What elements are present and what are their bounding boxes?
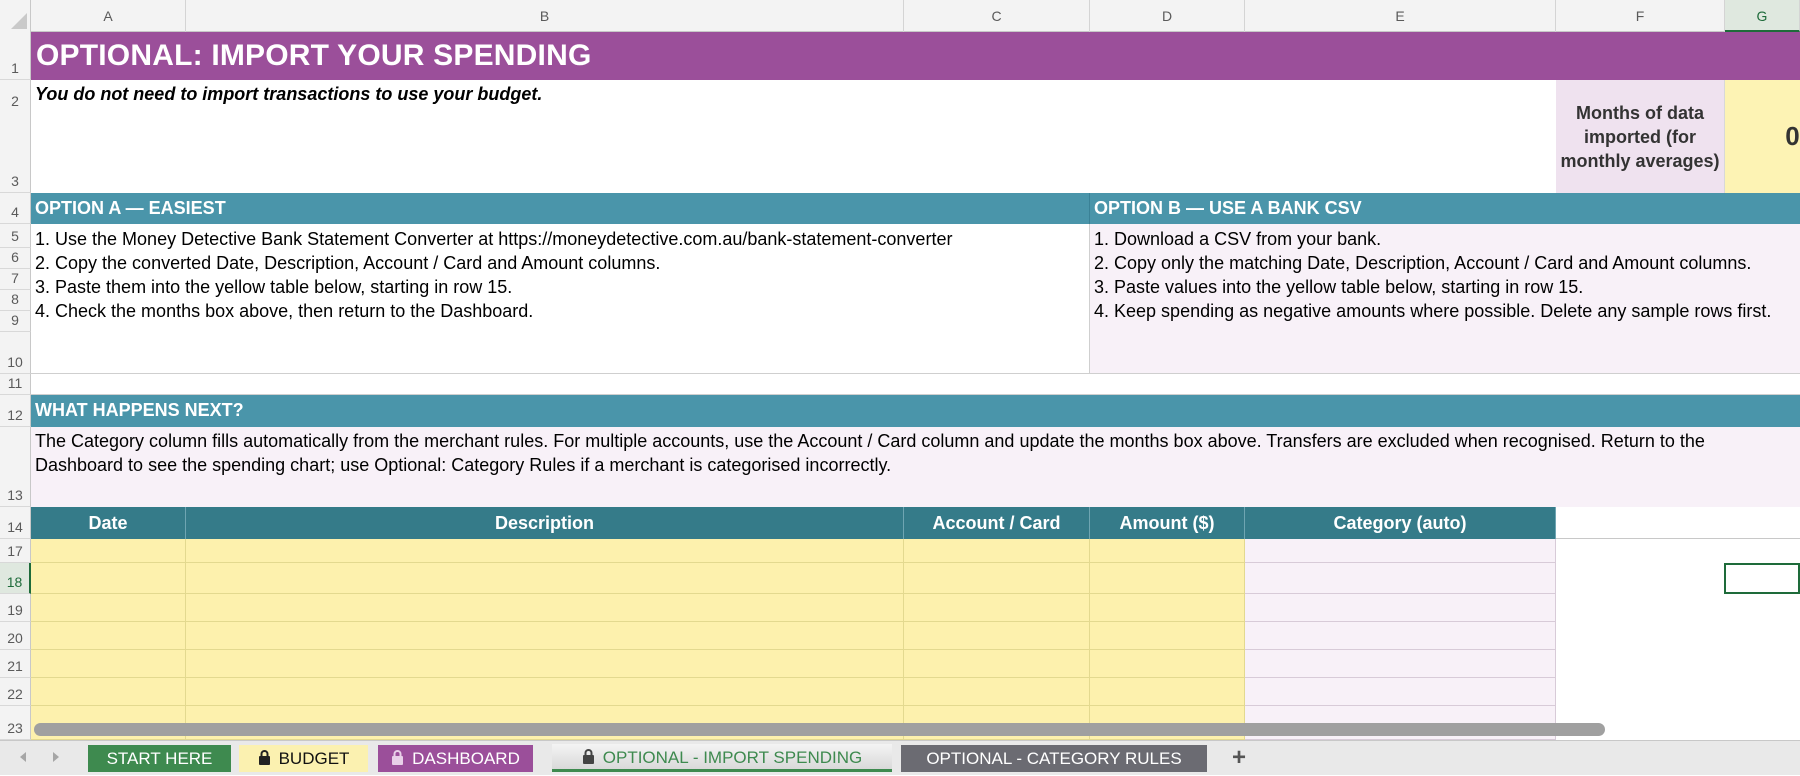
row-header-5[interactable]: 5 xyxy=(0,224,31,248)
lock-icon xyxy=(258,746,271,773)
tab-optional-import-spending[interactable] xyxy=(552,744,892,772)
row-header-13[interactable]: 13 xyxy=(0,427,31,507)
description-cell[interactable] xyxy=(186,650,904,678)
option-a-step: 3. Paste them into the yellow table below, starting in row 15. xyxy=(35,277,513,297)
account-card-cell[interactable] xyxy=(904,678,1090,706)
add-sheet-button[interactable] xyxy=(1222,744,1256,771)
category-cell[interactable] xyxy=(1245,594,1556,622)
column-header-d[interactable]: D xyxy=(1090,0,1245,32)
option-b-step: 4. Keep spending as negative amounts where possible. Delete any sample rows first. xyxy=(1094,301,1772,321)
row-header-22[interactable]: 22 xyxy=(0,678,31,706)
description-cell[interactable] xyxy=(186,539,904,563)
row-header-14[interactable]: 14 xyxy=(0,507,31,539)
tab-dashboard-label: DASHBOARD xyxy=(412,749,520,768)
description-cell[interactable] xyxy=(186,622,904,650)
option-b-step: 1. Download a CSV from your bank. xyxy=(1094,229,1382,249)
lock-icon xyxy=(582,745,595,772)
header-empty-cells[interactable] xyxy=(1556,507,1800,539)
selected-cell[interactable] xyxy=(1724,563,1800,594)
row-header-3[interactable]: 3 xyxy=(0,112,31,193)
tab-budget-label: BUDGET xyxy=(278,749,350,768)
tab-dashboard[interactable] xyxy=(378,745,533,772)
row-header-23[interactable]: 23 xyxy=(0,706,31,740)
tab-start-here-label: START HERE xyxy=(106,749,213,768)
category-cell[interactable] xyxy=(1245,539,1556,563)
amount-cell[interactable] xyxy=(1090,622,1245,650)
category-cell[interactable] xyxy=(1245,563,1556,594)
months-imported-input[interactable]: 0 xyxy=(1725,80,1800,193)
description-cell[interactable] xyxy=(186,594,904,622)
date-cell[interactable] xyxy=(31,678,186,706)
horizontal-scrollbar[interactable] xyxy=(34,723,1605,736)
header-account-card[interactable]: Account / Card xyxy=(904,507,1090,539)
option-a-step: 2. Copy the converted Date, Description, Account / Card and Amount columns. xyxy=(35,253,661,273)
amount-cell[interactable] xyxy=(1090,594,1245,622)
option-b-step: 2. Copy only the matching Date, Description, Account / Card and Amount columns. xyxy=(1094,253,1752,273)
option-b-steps[interactable] xyxy=(1090,224,1800,374)
sheet-tab-bar xyxy=(0,740,1800,775)
column-header-a[interactable]: A xyxy=(31,0,186,32)
date-cell[interactable] xyxy=(31,622,186,650)
row-header-2[interactable]: 2 xyxy=(0,80,31,112)
amount-cell[interactable] xyxy=(1090,678,1245,706)
amount-cell[interactable] xyxy=(1090,539,1245,563)
plus-icon: + xyxy=(1231,744,1246,771)
column-header-g[interactable]: G xyxy=(1725,0,1800,32)
intro-note[interactable]: You do not need to import transactions to use your budget. xyxy=(31,80,1556,193)
table-row xyxy=(31,563,1800,594)
row-header-21[interactable]: 21 xyxy=(0,650,31,678)
months-imported-label-text: Months of data imported (for monthly averages) xyxy=(1560,102,1720,171)
table-row xyxy=(31,539,1800,563)
column-header-e[interactable]: E xyxy=(1245,0,1556,32)
date-cell[interactable] xyxy=(31,650,186,678)
date-cell[interactable] xyxy=(31,594,186,622)
column-header-b[interactable]: B xyxy=(186,0,904,32)
account-card-cell[interactable] xyxy=(904,539,1090,563)
date-cell[interactable] xyxy=(31,539,186,563)
account-card-cell[interactable] xyxy=(904,563,1090,594)
table-row xyxy=(31,622,1800,650)
option-b-step: 3. Paste values into the yellow table below, starting in row 15. xyxy=(1094,277,1584,297)
what-next-text[interactable]: The Category column fills automatically from the merchant rules. For multiple accounts, use the Account / Card column and update the months box above. Transfers are excluded when recognised. Return to the Dashboard to see the spending chart; use Optional: Category Rules if a merchant is categorised incorrectly. xyxy=(31,427,1800,507)
header-category-auto[interactable]: Category (auto) xyxy=(1245,507,1556,539)
category-cell[interactable] xyxy=(1245,622,1556,650)
category-cell[interactable] xyxy=(1245,678,1556,706)
row-header-1[interactable]: 1 xyxy=(0,32,31,80)
description-cell[interactable] xyxy=(186,563,904,594)
option-a-steps[interactable] xyxy=(31,224,1090,374)
table-row xyxy=(31,650,1800,678)
header-date[interactable]: Date xyxy=(31,507,186,539)
header-amount[interactable]: Amount ($) xyxy=(1090,507,1245,539)
row-header-8[interactable]: 8 xyxy=(0,290,31,311)
account-card-cell[interactable] xyxy=(904,650,1090,678)
account-card-cell[interactable] xyxy=(904,622,1090,650)
page-title[interactable]: OPTIONAL: IMPORT YOUR SPENDING xyxy=(31,32,1800,80)
left-arrow-icon[interactable] xyxy=(12,741,34,776)
amount-cell[interactable] xyxy=(1090,563,1245,594)
row-header-19[interactable]: 19 xyxy=(0,594,31,622)
row-header-17[interactable]: 17 xyxy=(0,539,31,563)
tab-optional-category-rules[interactable] xyxy=(901,745,1207,772)
row-header-6[interactable]: 6 xyxy=(0,248,31,269)
empty-row-11[interactable] xyxy=(31,374,1800,395)
tab-start-here[interactable] xyxy=(88,745,231,772)
lock-icon xyxy=(391,746,404,773)
tab-import-label: OPTIONAL - IMPORT SPENDING xyxy=(602,748,863,767)
row-header-7[interactable]: 7 xyxy=(0,269,31,290)
what-next-heading[interactable]: WHAT HAPPENS NEXT? xyxy=(31,395,1800,427)
category-cell[interactable] xyxy=(1245,650,1556,678)
table-row xyxy=(31,594,1800,622)
row-header-20[interactable]: 20 xyxy=(0,622,31,650)
row-header-18[interactable]: 18 xyxy=(0,563,31,594)
row-header-11[interactable]: 11 xyxy=(0,374,31,395)
select-all-corner[interactable] xyxy=(0,0,31,32)
tab-budget[interactable] xyxy=(239,745,368,772)
row-header-12[interactable]: 12 xyxy=(0,395,31,427)
header-description[interactable]: Description xyxy=(186,507,904,539)
row-header-10[interactable]: 10 xyxy=(0,332,31,374)
account-card-cell[interactable] xyxy=(904,594,1090,622)
column-header-f[interactable]: F xyxy=(1556,0,1725,32)
select-all-triangle-icon xyxy=(11,13,27,29)
option-a-heading[interactable]: OPTION A — EASIEST xyxy=(31,193,1090,224)
months-imported-label[interactable] xyxy=(1556,80,1725,193)
amount-cell[interactable] xyxy=(1090,650,1245,678)
description-cell[interactable] xyxy=(186,678,904,706)
date-cell[interactable] xyxy=(31,563,186,594)
column-header-c[interactable]: C xyxy=(904,0,1090,32)
table-row xyxy=(31,678,1800,706)
row-header-4[interactable]: 4 xyxy=(0,193,31,224)
right-arrow-icon[interactable] xyxy=(45,741,67,776)
tab-rules-label: OPTIONAL - CATEGORY RULES xyxy=(926,749,1182,768)
option-a-step: 4. Check the months box above, then return to the Dashboard. xyxy=(35,301,534,321)
row-header-9[interactable]: 9 xyxy=(0,311,31,332)
option-a-step: 1. Use the Money Detective Bank Statement Converter at https://moneydetective.com.au/bank-statement-converter xyxy=(35,229,953,249)
option-b-heading[interactable]: OPTION B — USE A BANK CSV xyxy=(1090,193,1800,224)
